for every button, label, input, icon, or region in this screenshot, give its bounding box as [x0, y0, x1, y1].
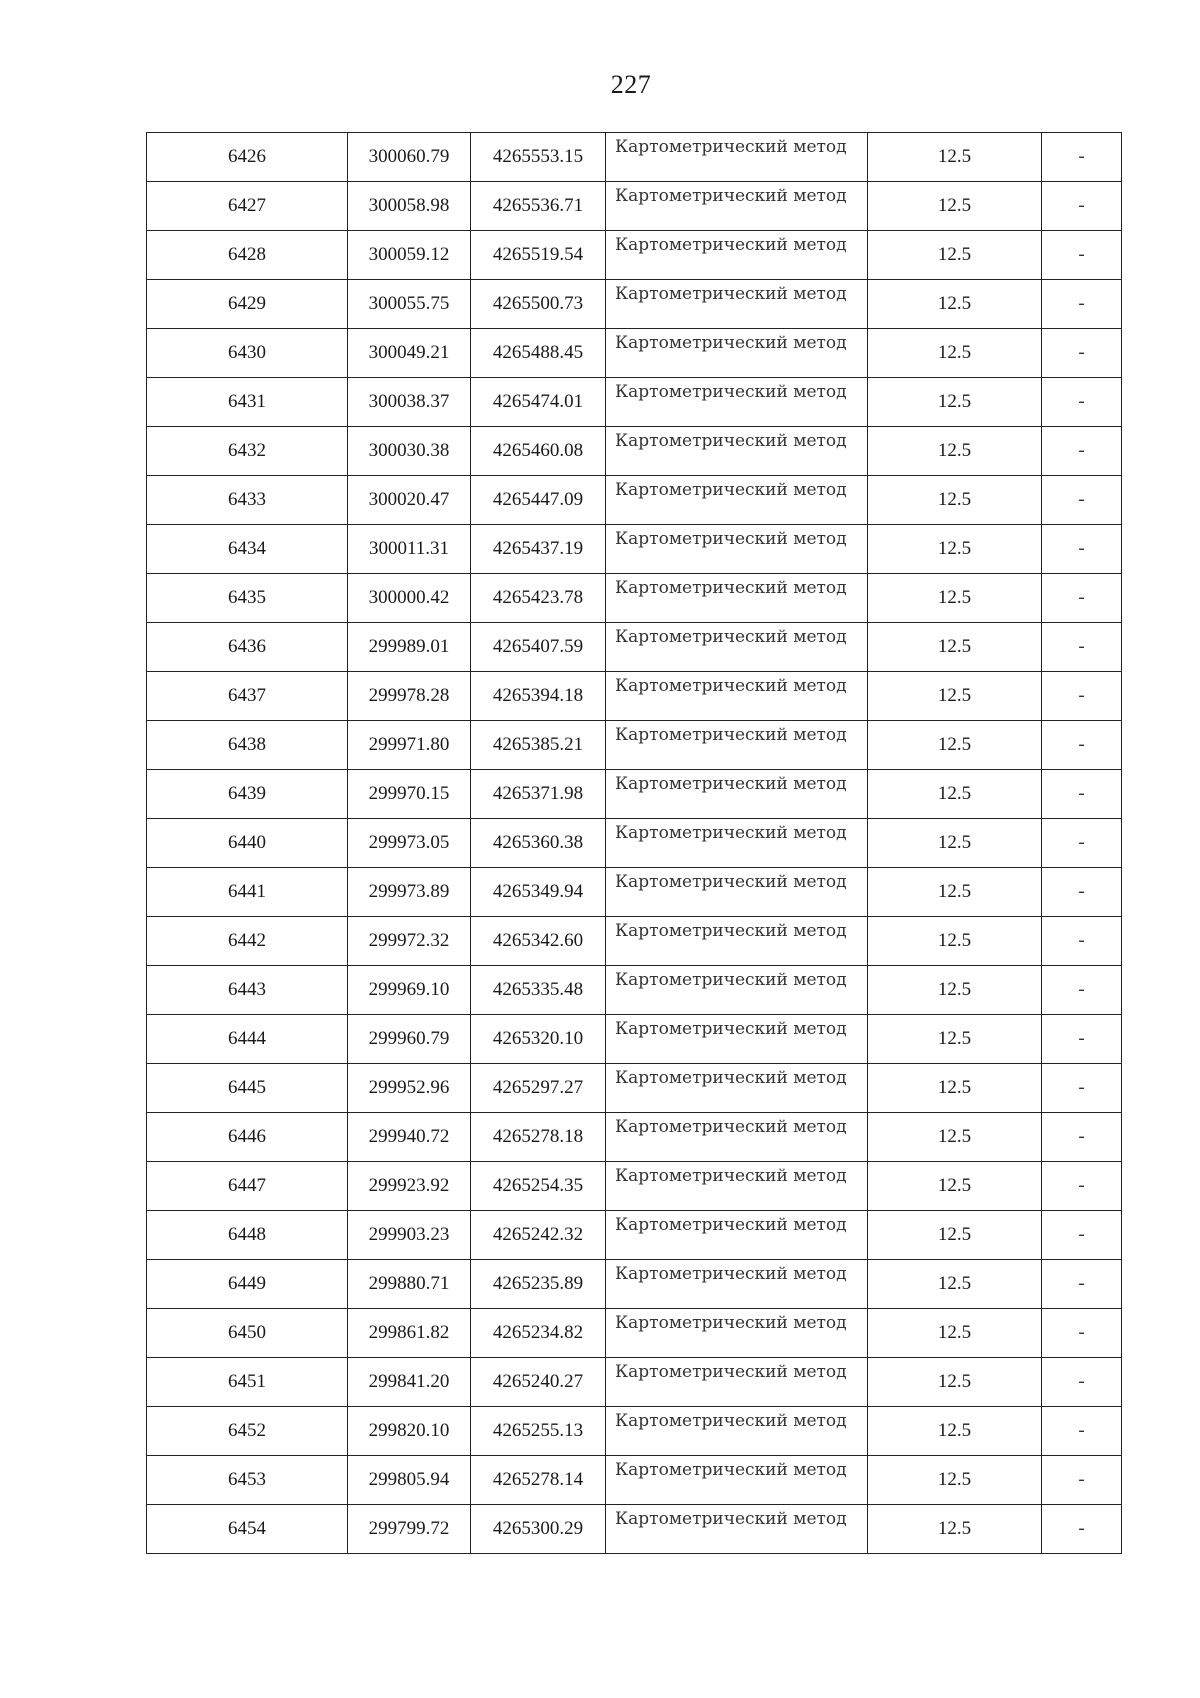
- x-coordinate-cell: 299973.05: [348, 819, 471, 868]
- method-cell: Картометрический метод: [606, 623, 868, 672]
- accuracy-cell: 12.5: [868, 1260, 1042, 1309]
- note-cell: -: [1042, 1260, 1122, 1309]
- note-cell: -: [1042, 623, 1122, 672]
- accuracy-cell: 12.5: [868, 868, 1042, 917]
- method-cell: Картометрический метод: [606, 966, 868, 1015]
- point-number-cell: 6450: [147, 1309, 348, 1358]
- table-row: [147, 819, 1122, 868]
- note-cell: -: [1042, 1407, 1122, 1456]
- point-number-cell: 6430: [147, 329, 348, 378]
- y-coordinate-cell: 4265371.98: [471, 770, 606, 819]
- point-number-cell: 6442: [147, 917, 348, 966]
- table-row: [147, 1015, 1122, 1064]
- y-coordinate-cell: 4265407.59: [471, 623, 606, 672]
- note-cell: -: [1042, 819, 1122, 868]
- table-row: [147, 672, 1122, 721]
- y-coordinate-cell: 4265460.08: [471, 427, 606, 476]
- accuracy-cell: 12.5: [868, 1505, 1042, 1554]
- note-cell: -: [1042, 1456, 1122, 1505]
- y-coordinate-cell: 4265474.01: [471, 378, 606, 427]
- note-cell: -: [1042, 1015, 1122, 1064]
- accuracy-cell: 12.5: [868, 917, 1042, 966]
- accuracy-cell: 12.5: [868, 721, 1042, 770]
- point-number-cell: 6429: [147, 280, 348, 329]
- x-coordinate-cell: 299861.82: [348, 1309, 471, 1358]
- method-cell: Картометрический метод: [606, 525, 868, 574]
- x-coordinate-cell: 299923.92: [348, 1162, 471, 1211]
- y-coordinate-cell: 4265447.09: [471, 476, 606, 525]
- note-cell: -: [1042, 378, 1122, 427]
- y-coordinate-cell: 4265278.18: [471, 1113, 606, 1162]
- note-cell: -: [1042, 1358, 1122, 1407]
- coordinates-table: [146, 132, 1122, 1554]
- point-number-cell: 6436: [147, 623, 348, 672]
- x-coordinate-cell: 299972.32: [348, 917, 471, 966]
- table-row: [147, 1407, 1122, 1456]
- note-cell: -: [1042, 1064, 1122, 1113]
- y-coordinate-cell: 4265240.27: [471, 1358, 606, 1407]
- y-coordinate-cell: 4265278.14: [471, 1456, 606, 1505]
- method-cell: Картометрический метод: [606, 231, 868, 280]
- point-number-cell: 6433: [147, 476, 348, 525]
- x-coordinate-cell: 299820.10: [348, 1407, 471, 1456]
- method-cell: Картометрический метод: [606, 868, 868, 917]
- point-number-cell: 6453: [147, 1456, 348, 1505]
- method-cell: Картометрический метод: [606, 721, 868, 770]
- point-number-cell: 6438: [147, 721, 348, 770]
- note-cell: -: [1042, 1113, 1122, 1162]
- y-coordinate-cell: 4265500.73: [471, 280, 606, 329]
- method-cell: Картометрический метод: [606, 1015, 868, 1064]
- point-number-cell: 6443: [147, 966, 348, 1015]
- x-coordinate-cell: 299805.94: [348, 1456, 471, 1505]
- accuracy-cell: 12.5: [868, 1456, 1042, 1505]
- page-number: 227: [610, 70, 652, 99]
- method-cell: Картометрический метод: [606, 574, 868, 623]
- method-cell: Картометрический метод: [606, 917, 868, 966]
- method-cell: Картометрический метод: [606, 476, 868, 525]
- note-cell: -: [1042, 182, 1122, 231]
- point-number-cell: 6446: [147, 1113, 348, 1162]
- coordinates-table-body: [147, 133, 1122, 1554]
- y-coordinate-cell: 4265437.19: [471, 525, 606, 574]
- table-row: [147, 574, 1122, 623]
- point-number-cell: 6440: [147, 819, 348, 868]
- table-row: [147, 623, 1122, 672]
- y-coordinate-cell: 4265235.89: [471, 1260, 606, 1309]
- method-cell: Картометрический метод: [606, 133, 868, 182]
- y-coordinate-cell: 4265488.45: [471, 329, 606, 378]
- accuracy-cell: 12.5: [868, 329, 1042, 378]
- point-number-cell: 6432: [147, 427, 348, 476]
- accuracy-cell: 12.5: [868, 966, 1042, 1015]
- y-coordinate-cell: 4265234.82: [471, 1309, 606, 1358]
- note-cell: -: [1042, 917, 1122, 966]
- y-coordinate-cell: 4265297.27: [471, 1064, 606, 1113]
- x-coordinate-cell: 299940.72: [348, 1113, 471, 1162]
- method-cell: Картометрический метод: [606, 182, 868, 231]
- accuracy-cell: 12.5: [868, 133, 1042, 182]
- x-coordinate-cell: 300011.31: [348, 525, 471, 574]
- method-cell: Картометрический метод: [606, 672, 868, 721]
- accuracy-cell: 12.5: [868, 574, 1042, 623]
- note-cell: -: [1042, 1211, 1122, 1260]
- point-number-cell: 6452: [147, 1407, 348, 1456]
- x-coordinate-cell: 299970.15: [348, 770, 471, 819]
- accuracy-cell: 12.5: [868, 1211, 1042, 1260]
- note-cell: -: [1042, 525, 1122, 574]
- x-coordinate-cell: 300030.38: [348, 427, 471, 476]
- method-cell: Картометрический метод: [606, 1505, 868, 1554]
- method-cell: Картометрический метод: [606, 1211, 868, 1260]
- y-coordinate-cell: 4265300.29: [471, 1505, 606, 1554]
- x-coordinate-cell: 299799.72: [348, 1505, 471, 1554]
- y-coordinate-cell: 4265423.78: [471, 574, 606, 623]
- point-number-cell: 6431: [147, 378, 348, 427]
- point-number-cell: 6437: [147, 672, 348, 721]
- y-coordinate-cell: 4265536.71: [471, 182, 606, 231]
- table-row: [147, 476, 1122, 525]
- method-cell: Картометрический метод: [606, 427, 868, 476]
- accuracy-cell: 12.5: [868, 1015, 1042, 1064]
- point-number-cell: 6434: [147, 525, 348, 574]
- x-coordinate-cell: 299880.71: [348, 1260, 471, 1309]
- point-number-cell: 6435: [147, 574, 348, 623]
- x-coordinate-cell: 300058.98: [348, 182, 471, 231]
- point-number-cell: 6428: [147, 231, 348, 280]
- note-cell: -: [1042, 476, 1122, 525]
- x-coordinate-cell: 299903.23: [348, 1211, 471, 1260]
- point-number-cell: 6427: [147, 182, 348, 231]
- point-number-cell: 6441: [147, 868, 348, 917]
- y-coordinate-cell: 4265519.54: [471, 231, 606, 280]
- table-row: [147, 280, 1122, 329]
- accuracy-cell: 12.5: [868, 476, 1042, 525]
- table-row: [147, 1211, 1122, 1260]
- note-cell: -: [1042, 280, 1122, 329]
- table-row: [147, 966, 1122, 1015]
- accuracy-cell: 12.5: [868, 427, 1042, 476]
- table-row: [147, 1358, 1122, 1407]
- method-cell: Картометрический метод: [606, 1113, 868, 1162]
- x-coordinate-cell: 300059.12: [348, 231, 471, 280]
- y-coordinate-cell: 4265342.60: [471, 917, 606, 966]
- accuracy-cell: 12.5: [868, 819, 1042, 868]
- y-coordinate-cell: 4265360.38: [471, 819, 606, 868]
- note-cell: -: [1042, 672, 1122, 721]
- y-coordinate-cell: 4265255.13: [471, 1407, 606, 1456]
- method-cell: Картометрический метод: [606, 280, 868, 329]
- accuracy-cell: 12.5: [868, 231, 1042, 280]
- method-cell: Картометрический метод: [606, 1407, 868, 1456]
- x-coordinate-cell: 300000.42: [348, 574, 471, 623]
- table-row: [147, 917, 1122, 966]
- x-coordinate-cell: 300020.47: [348, 476, 471, 525]
- table-row: [147, 329, 1122, 378]
- x-coordinate-cell: 299841.20: [348, 1358, 471, 1407]
- method-cell: Картометрический метод: [606, 819, 868, 868]
- note-cell: -: [1042, 1162, 1122, 1211]
- note-cell: -: [1042, 574, 1122, 623]
- note-cell: -: [1042, 329, 1122, 378]
- note-cell: -: [1042, 1309, 1122, 1358]
- table-row: [147, 1309, 1122, 1358]
- y-coordinate-cell: 4265254.35: [471, 1162, 606, 1211]
- note-cell: -: [1042, 966, 1122, 1015]
- accuracy-cell: 12.5: [868, 1358, 1042, 1407]
- table-row: [147, 133, 1122, 182]
- x-coordinate-cell: 299973.89: [348, 868, 471, 917]
- table-row: [147, 525, 1122, 574]
- x-coordinate-cell: 299978.28: [348, 672, 471, 721]
- method-cell: Картометрический метод: [606, 1260, 868, 1309]
- accuracy-cell: 12.5: [868, 1407, 1042, 1456]
- x-coordinate-cell: 299952.96: [348, 1064, 471, 1113]
- point-number-cell: 6448: [147, 1211, 348, 1260]
- x-coordinate-cell: 300055.75: [348, 280, 471, 329]
- note-cell: -: [1042, 721, 1122, 770]
- note-cell: -: [1042, 1505, 1122, 1554]
- table-row: [147, 1113, 1122, 1162]
- method-cell: Картометрический метод: [606, 1309, 868, 1358]
- x-coordinate-cell: 299960.79: [348, 1015, 471, 1064]
- method-cell: Картометрический метод: [606, 329, 868, 378]
- note-cell: -: [1042, 133, 1122, 182]
- x-coordinate-cell: 300060.79: [348, 133, 471, 182]
- accuracy-cell: 12.5: [868, 1064, 1042, 1113]
- note-cell: -: [1042, 427, 1122, 476]
- table-row: [147, 1064, 1122, 1113]
- accuracy-cell: 12.5: [868, 525, 1042, 574]
- note-cell: -: [1042, 231, 1122, 280]
- accuracy-cell: 12.5: [868, 1162, 1042, 1211]
- accuracy-cell: 12.5: [868, 623, 1042, 672]
- accuracy-cell: 12.5: [868, 1113, 1042, 1162]
- point-number-cell: 6447: [147, 1162, 348, 1211]
- table-row: [147, 378, 1122, 427]
- point-number-cell: 6445: [147, 1064, 348, 1113]
- point-number-cell: 6444: [147, 1015, 348, 1064]
- accuracy-cell: 12.5: [868, 378, 1042, 427]
- x-coordinate-cell: 299969.10: [348, 966, 471, 1015]
- y-coordinate-cell: 4265349.94: [471, 868, 606, 917]
- table-row: [147, 231, 1122, 280]
- point-number-cell: 6426: [147, 133, 348, 182]
- accuracy-cell: 12.5: [868, 182, 1042, 231]
- table-row: [147, 1260, 1122, 1309]
- table-row: [147, 1505, 1122, 1554]
- y-coordinate-cell: 4265320.10: [471, 1015, 606, 1064]
- accuracy-cell: 12.5: [868, 280, 1042, 329]
- accuracy-cell: 12.5: [868, 672, 1042, 721]
- note-cell: -: [1042, 868, 1122, 917]
- accuracy-cell: 12.5: [868, 770, 1042, 819]
- table-row: [147, 721, 1122, 770]
- x-coordinate-cell: 300049.21: [348, 329, 471, 378]
- table-row: [147, 770, 1122, 819]
- table-row: [147, 427, 1122, 476]
- point-number-cell: 6449: [147, 1260, 348, 1309]
- y-coordinate-cell: 4265242.32: [471, 1211, 606, 1260]
- point-number-cell: 6439: [147, 770, 348, 819]
- y-coordinate-cell: 4265385.21: [471, 721, 606, 770]
- note-cell: -: [1042, 770, 1122, 819]
- method-cell: Картометрический метод: [606, 1456, 868, 1505]
- method-cell: Картометрический метод: [606, 770, 868, 819]
- y-coordinate-cell: 4265553.15: [471, 133, 606, 182]
- table-row: [147, 1456, 1122, 1505]
- x-coordinate-cell: 299971.80: [348, 721, 471, 770]
- method-cell: Картометрический метод: [606, 1358, 868, 1407]
- method-cell: Картометрический метод: [606, 1162, 868, 1211]
- table-row: [147, 1162, 1122, 1211]
- point-number-cell: 6451: [147, 1358, 348, 1407]
- y-coordinate-cell: 4265335.48: [471, 966, 606, 1015]
- accuracy-cell: 12.5: [868, 1309, 1042, 1358]
- point-number-cell: 6454: [147, 1505, 348, 1554]
- x-coordinate-cell: 299989.01: [348, 623, 471, 672]
- y-coordinate-cell: 4265394.18: [471, 672, 606, 721]
- method-cell: Картометрический метод: [606, 378, 868, 427]
- table-row: [147, 868, 1122, 917]
- table-row: [147, 182, 1122, 231]
- x-coordinate-cell: 300038.37: [348, 378, 471, 427]
- method-cell: Картометрический метод: [606, 1064, 868, 1113]
